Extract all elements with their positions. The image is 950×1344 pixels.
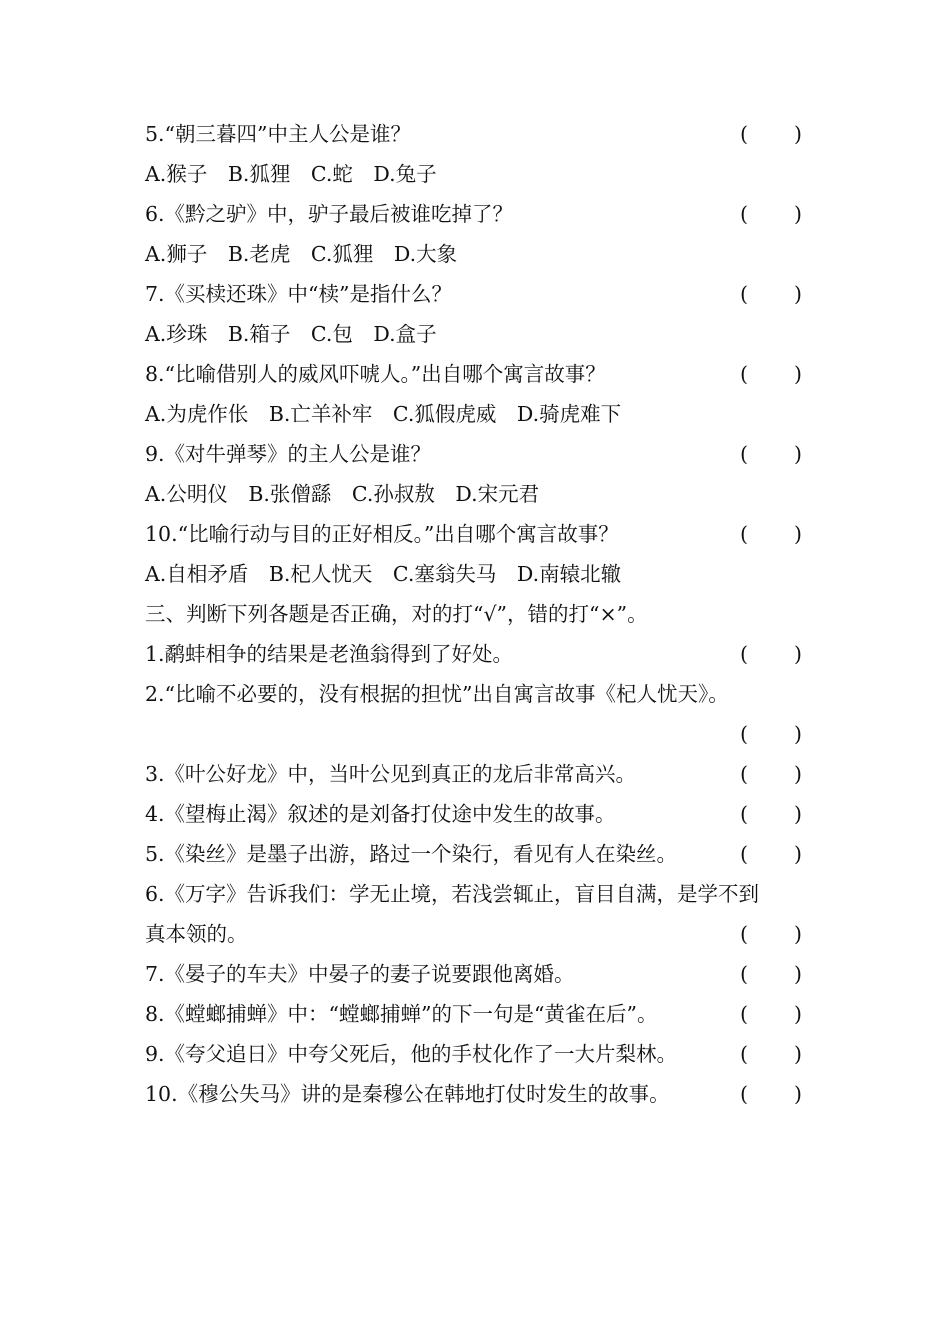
judge-item: 7.《晏子的车夫》中晏子的妻子说要跟他离婚。 ( ) [145,954,810,994]
answer-blank[interactable]: ( ) [740,1042,802,1066]
answer-blank[interactable]: ( ) [740,122,802,146]
question-10-options [145,554,810,594]
question-text: 7.《买椟还珠》中“椟”是指什么？ [145,282,453,306]
options-text: A.公明仪 B.张僧繇 C.孙叔敖 D.宋元君 [145,482,540,506]
answer-blank[interactable]: ( ) [740,922,802,946]
judge-item: 5.《染丝》是墨子出游，路过一个染行，看见有人在染丝。 ( ) [145,834,810,874]
question-6 [145,194,810,234]
options-text: A.为虎作伥 B.亡羊补牢 C.狐假虎威 D.骑虎难下 [145,402,622,426]
options-text: A.自相矛盾 B.杞人忧天 C.塞翁失马 D.南辕北辙 [145,562,622,586]
question-8-options [145,394,810,434]
question-text: 9.《对牛弹琴》的主人公是谁？ [145,442,432,466]
answer-blank[interactable]: ( ) [740,842,802,866]
judge-item: 10.《穆公失马》讲的是秦穆公在韩地打仗时发生的故事。 ( ) [145,1074,810,1114]
answer-blank[interactable]: ( ) [740,642,802,666]
answer-blank[interactable]: ( ) [740,442,802,466]
section-heading: 三、判断下列各题是否正确，对的打“√”，错的打“×”。 [145,602,648,626]
judge-item-continued: 真本领的。 ( ) [145,914,810,954]
answer-blank[interactable]: ( ) [740,962,802,986]
question-5 [145,114,810,154]
answer-blank[interactable]: ( ) [740,282,802,306]
question-9 [145,434,810,474]
question-9-options [145,474,810,514]
question-text: 10.“比喻行动与目的正好相反。”出自哪个寓言故事？ [145,522,619,546]
question-text: 6.《黔之驴》中，驴子最后被谁吃掉了？ [145,202,514,226]
judge-item: 3.《叶公好龙》中，当叶公见到真正的龙后非常高兴。 ( ) [145,754,810,794]
judge-item: 2.“比喻不必要的，没有根据的担忧”出自寓言故事《杞人忧天》。 [145,682,729,706]
question-6-options [145,234,810,274]
question-text: 5.“朝三暮四”中主人公是谁？ [145,122,412,146]
judge-item: 9.《夸父追日》中夸父死后，他的手杖化作了一大片梨林。 ( ) [145,1034,810,1074]
answer-blank[interactable]: ( ) [740,802,802,826]
question-10 [145,514,810,554]
judge-item: 6.《万字》告诉我们：学无止境，若浅尝辄止，盲目自满，是学不到 [145,882,760,906]
answer-blank[interactable]: ( ) [740,362,802,386]
question-7-options [145,314,810,354]
answer-blank[interactable]: ( ) [740,202,802,226]
judge-item: 8.《螳螂捕蝉》中：“螳螂捕蝉”的下一句是“黄雀在后”。 ( ) [145,994,810,1034]
answer-blank[interactable]: ( ) [740,522,802,546]
answer-blank[interactable]: ( ) [740,722,802,746]
question-text: 8.“比喻借别人的威风吓唬人。”出自哪个寓言故事？ [145,362,606,386]
judge-item-blank-row [145,714,810,754]
answer-blank[interactable]: ( ) [740,1002,802,1026]
answer-blank[interactable]: ( ) [740,1082,802,1106]
question-5-options [145,154,810,194]
options-text: A.珍珠 B.箱子 C.包 D.盒子 [145,322,437,346]
judge-item: 1.鹬蚌相争的结果是老渔翁得到了好处。 ( ) [145,634,810,674]
judge-item: 4.《望梅止渴》叙述的是刘备打仗途中发生的故事。 ( ) [145,794,810,834]
answer-blank[interactable]: ( ) [740,762,802,786]
question-7 [145,274,810,314]
options-text: A.狮子 B.老虎 C.狐狸 D.大象 [145,242,458,266]
question-8 [145,354,810,394]
options-text: A.猴子 B.狐狸 C.蛇 D.兔子 [145,162,437,186]
